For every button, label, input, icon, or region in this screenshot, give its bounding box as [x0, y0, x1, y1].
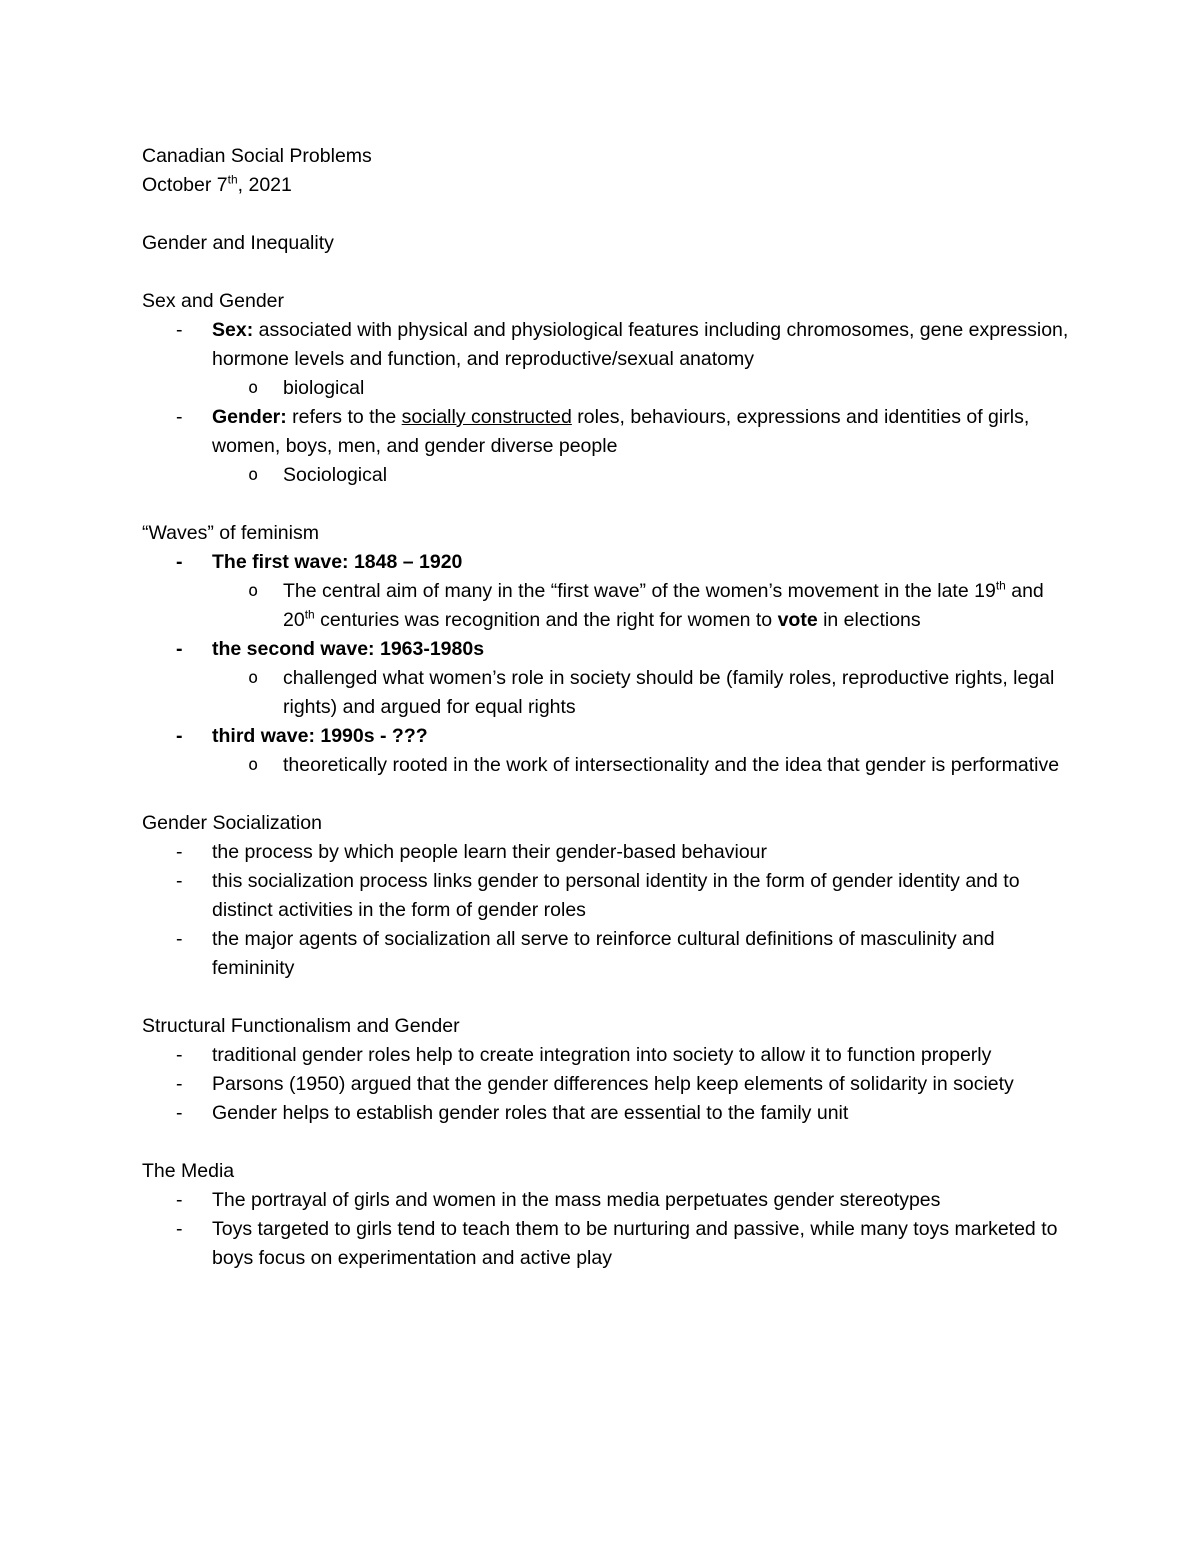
lecture-date — [142, 171, 1072, 200]
underlined-term: socially constructed — [401, 406, 572, 428]
dash-bullet: - — [176, 1073, 183, 1095]
circle-bullet: o — [248, 668, 259, 688]
dash-bullet: - — [176, 551, 183, 573]
section-heading-socialization: Gender Socialization — [142, 812, 322, 834]
sub-item-biological — [142, 374, 1072, 403]
list-item-text: the major agents of socialization all serve to reinforce cultural definitions of masculinity and femininity — [212, 928, 995, 979]
dash-bullet: - — [176, 1044, 183, 1066]
section-heading-media: The Media — [142, 1160, 235, 1182]
list-item-second-wave — [142, 635, 1072, 664]
circle-bullet: o — [248, 378, 259, 398]
list-item-text: Parsons (1950) argued that the gender differences help keep elements of solidarity in society — [212, 1073, 1014, 1095]
list-item-text: this socialization process links gender to personal identity in the form of gender identity and to distinct activities in the form of gender roles — [212, 870, 1020, 921]
list-item — [142, 867, 1072, 925]
circle-bullet: o — [248, 581, 259, 601]
section-heading-sex-gender: Sex and Gender — [142, 290, 285, 312]
dash-bullet: - — [176, 928, 183, 950]
list-item — [142, 1041, 1072, 1070]
circle-bullet: o — [248, 755, 259, 775]
date-prefix: October 7 — [142, 174, 228, 196]
sex-definition: associated with physical and physiological features including chromosomes, gene expression, hormone levels and function, and reproductive/sexual anatomy — [212, 319, 1069, 370]
first-wave-text-c: centuries was recognition and the right for women to — [314, 609, 778, 631]
list-item-third-wave — [142, 722, 1072, 751]
dash-bullet: - — [176, 1102, 183, 1124]
third-wave-title: third wave: 1990s - ??? — [212, 725, 428, 747]
dash-bullet: - — [176, 1218, 183, 1240]
second-wave-title: the second wave: 1963-1980s — [212, 638, 485, 660]
sub-item-sociological — [142, 461, 1072, 490]
list-item — [142, 1070, 1072, 1099]
sub-item-text: biological — [283, 377, 365, 399]
topic-title: Gender and Inequality — [142, 232, 334, 254]
sub-item-second-wave — [142, 664, 1072, 722]
list-item-text: Gender helps to establish gender roles that are essential to the family unit — [212, 1102, 849, 1124]
superscript-th: th — [304, 607, 315, 622]
list-item-gender — [142, 403, 1072, 461]
list-item — [142, 1215, 1072, 1273]
list-item-text: The portrayal of girls and women in the mass media perpetuates gender stereotypes — [212, 1189, 941, 1211]
superscript-th: th — [995, 578, 1006, 593]
dash-bullet: - — [176, 841, 183, 863]
list-item-text: traditional gender roles help to create integration into society to allow it to function properly — [212, 1044, 992, 1066]
list-item-text: Toys targeted to girls tend to teach them to be nurturing and passive, while many toys marketed to boys focus on experimentation and active play — [212, 1218, 1058, 1269]
first-wave-title: The first wave: 1848 – 1920 — [212, 551, 463, 573]
sub-item-text: Sociological — [283, 464, 388, 486]
list-item — [142, 1099, 1072, 1128]
sub-item-third-wave — [142, 751, 1072, 780]
dash-bullet: - — [176, 870, 183, 892]
list-item-first-wave — [142, 548, 1072, 577]
vote-term: vote — [777, 609, 818, 631]
list-item-sex — [142, 316, 1072, 374]
section-heading-waves: “Waves” of feminism — [142, 522, 319, 544]
circle-bullet: o — [248, 465, 259, 485]
list-item — [142, 925, 1072, 983]
sub-item-first-wave — [142, 577, 1072, 635]
section-heading-functionalism: Structural Functionalism and Gender — [142, 1015, 460, 1037]
list-item-text: the process by which people learn their gender-based behaviour — [212, 841, 768, 863]
sex-label: Sex: — [212, 319, 254, 341]
gender-definition-a: refers to the — [286, 406, 402, 428]
list-item — [142, 1186, 1072, 1215]
date-suffix: , 2021 — [237, 174, 292, 196]
course-title: Canadian Social Problems — [142, 145, 372, 167]
gender-label: Gender: — [212, 406, 287, 428]
first-wave-text-b: and 20 — [283, 580, 1044, 631]
first-wave-text-d: in elections — [817, 609, 921, 631]
dash-bullet: - — [176, 319, 183, 341]
dash-bullet: - — [176, 725, 183, 747]
first-wave-text-a: The central aim of many in the “first wave” of the women’s movement in the late 19 — [283, 580, 996, 602]
list-item — [142, 838, 1072, 867]
second-wave-text: challenged what women’s role in society should be (family roles, reproductive rights, legal rights) and argued for equal rights — [283, 667, 1055, 718]
gender-definition-b: roles, behaviours, expressions and identities of girls, women, boys, men, and gender diverse people — [212, 406, 1030, 457]
dash-bullet: - — [176, 1189, 183, 1211]
document-page — [142, 142, 1072, 1273]
dash-bullet: - — [176, 638, 183, 660]
dash-bullet: - — [176, 406, 183, 428]
date-superscript: th — [227, 172, 238, 187]
third-wave-text: theoretically rooted in the work of intersectionality and the idea that gender is performative — [283, 754, 1060, 776]
